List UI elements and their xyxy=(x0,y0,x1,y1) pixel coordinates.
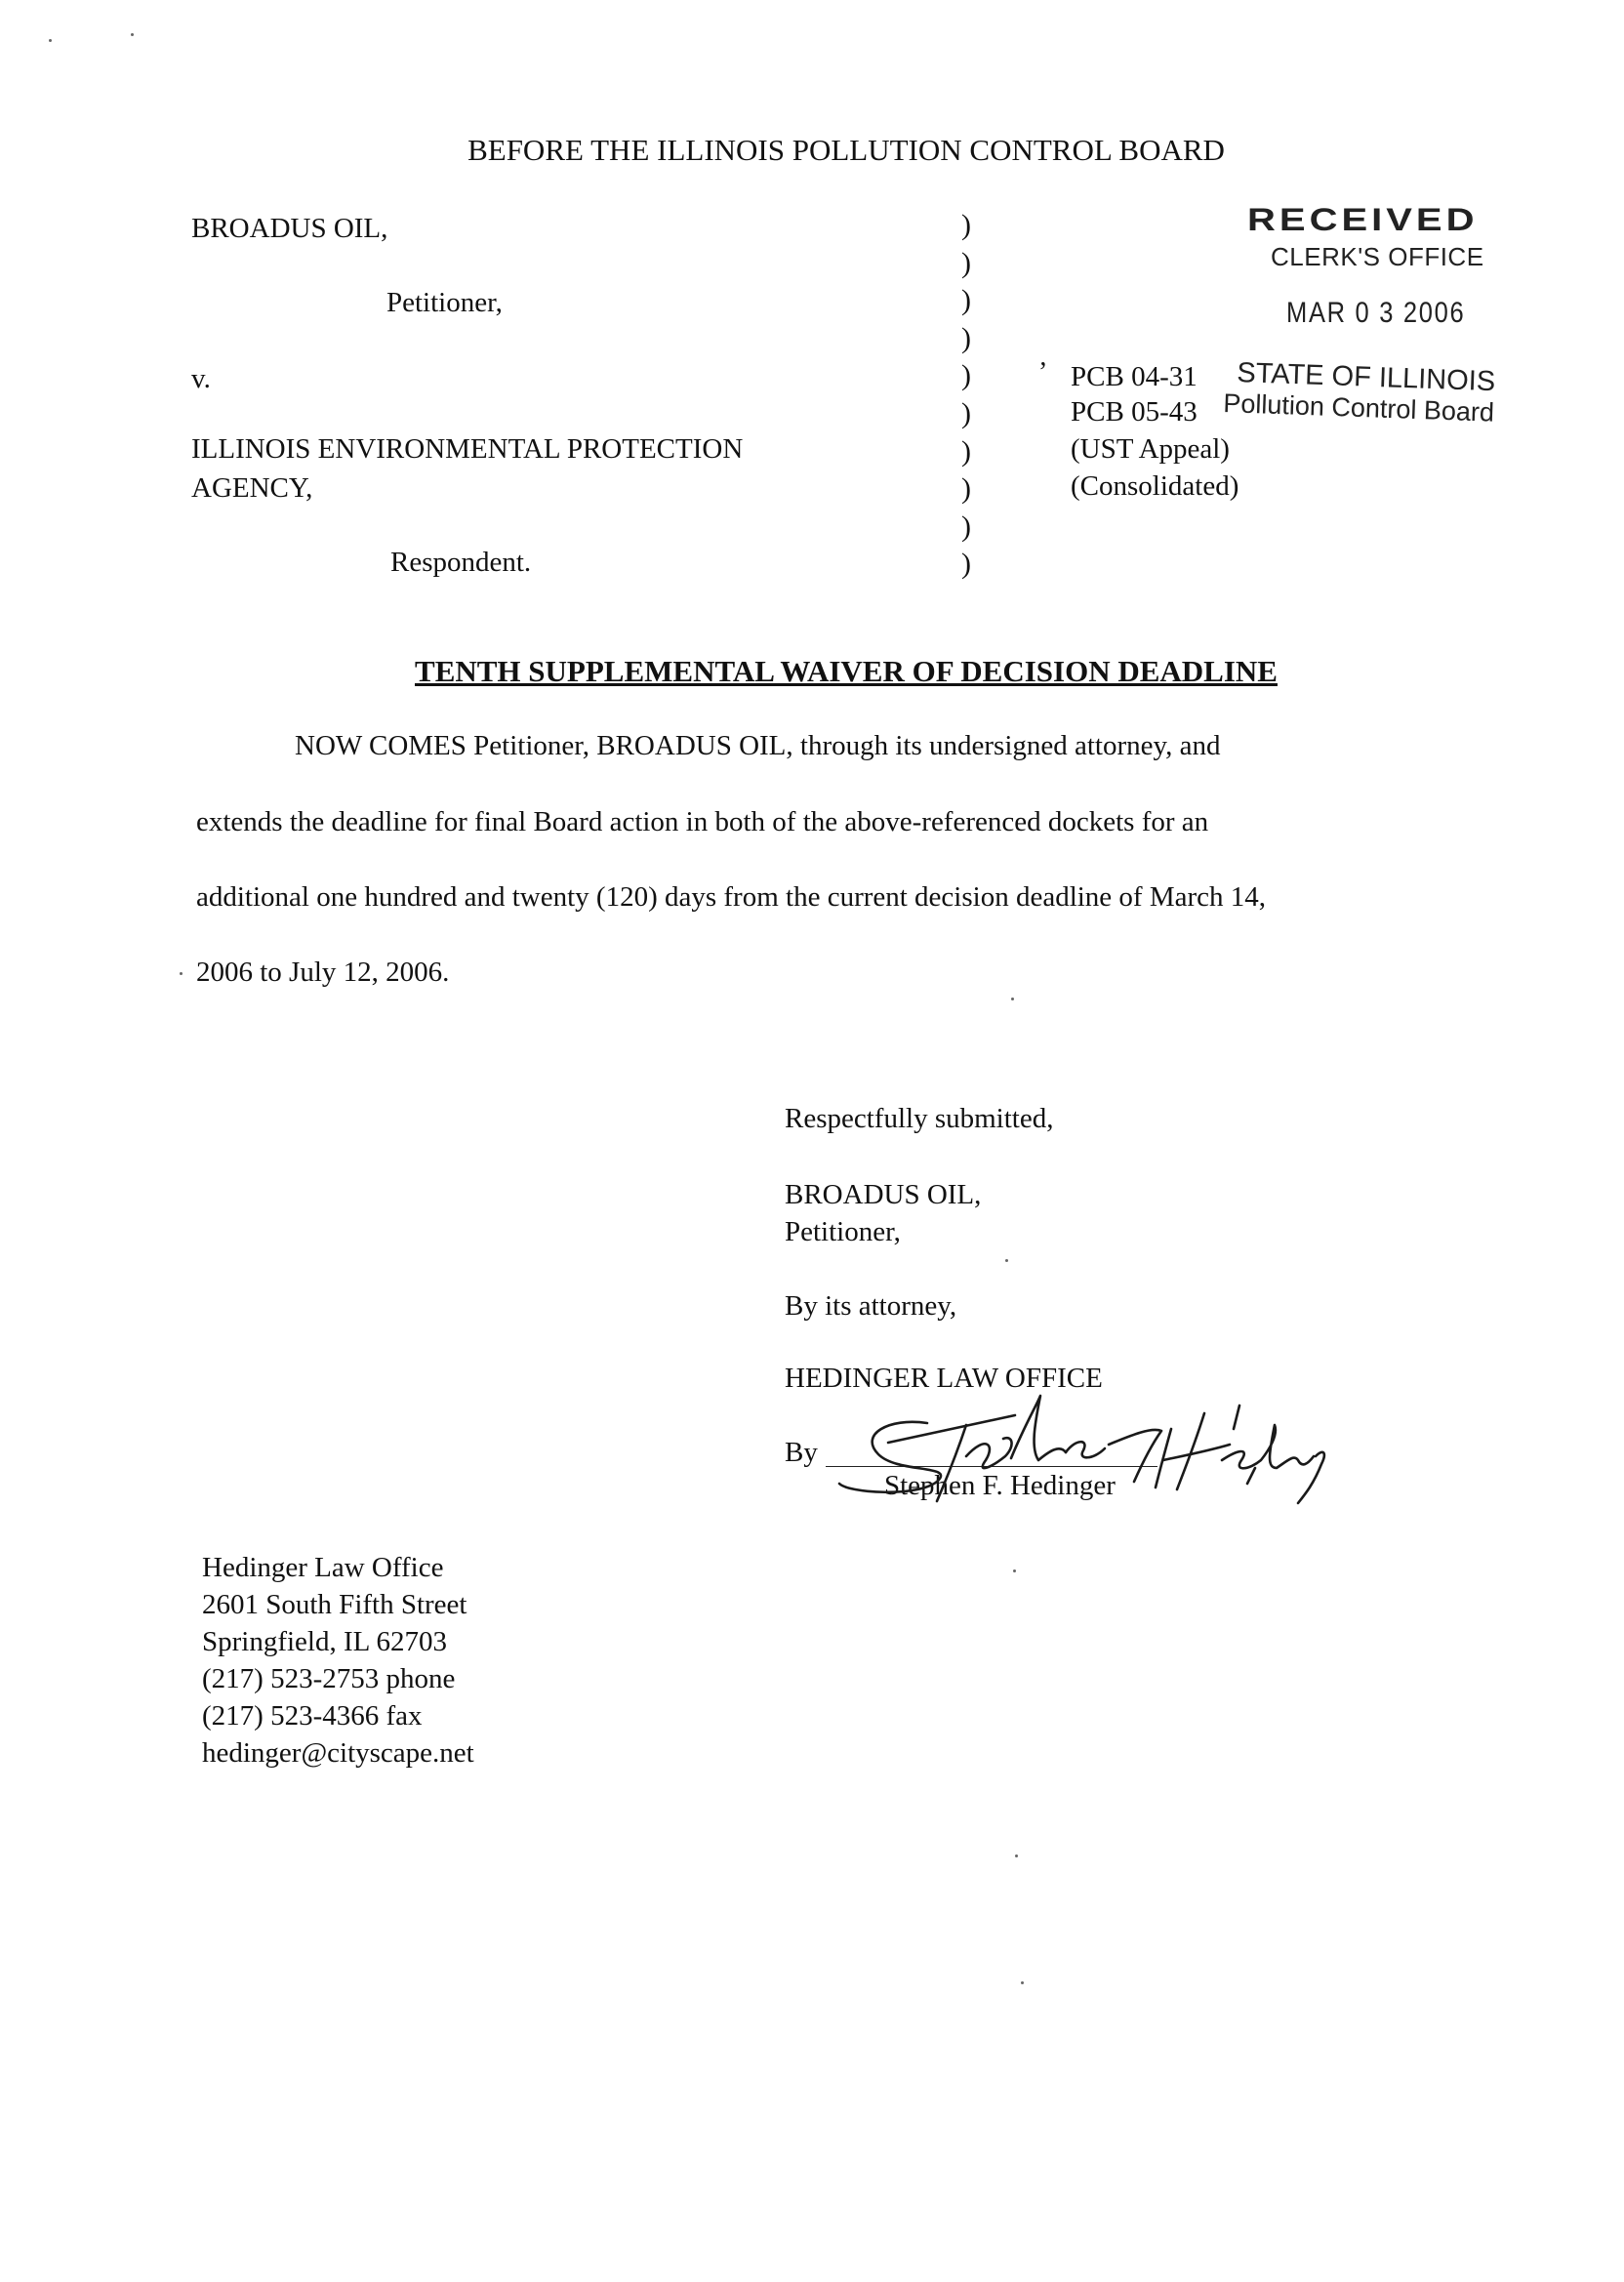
law-firm-name: HEDINGER LAW OFFICE xyxy=(785,1363,1103,1394)
petitioner-name: BROADUS OIL, xyxy=(191,213,388,244)
scan-speck xyxy=(49,39,52,42)
petitioner-role: Petitioner, xyxy=(386,287,503,318)
caption-parentheses xyxy=(961,207,971,584)
paren: ) xyxy=(961,434,971,468)
court-heading: BEFORE THE ILLINOIS POLLUTION CONTROL BOARD xyxy=(467,133,1225,167)
scan-speck xyxy=(131,33,134,36)
stamp-clerks-office: CLERK'S OFFICE xyxy=(1271,242,1484,271)
docket-tick: ’ xyxy=(1038,357,1048,387)
paren: ) xyxy=(961,284,971,317)
paren: ) xyxy=(961,509,971,543)
closing-text: Respectfully submitted, xyxy=(785,1103,1054,1134)
body-line: extends the deadline for final Board action in both of the above-referenced dockets for an xyxy=(196,806,1209,837)
docket-type: (UST Appeal) xyxy=(1071,433,1230,465)
scan-speck xyxy=(1011,998,1014,1000)
scan-speck xyxy=(1015,1854,1018,1857)
address-firm: Hedinger Law Office xyxy=(202,1552,444,1583)
address-email: hedinger@cityscape.net xyxy=(202,1737,474,1769)
by-label: By xyxy=(785,1437,818,1468)
paren: ) xyxy=(961,321,971,354)
stamp-date: MAR 0 3 2006 xyxy=(1286,297,1466,329)
stamp-state: STATE OF ILLINOIS xyxy=(1236,357,1496,398)
address-fax: (217) 523-4366 fax xyxy=(202,1700,423,1732)
respondent-name-line1: ILLINOIS ENVIRONMENTAL PROTECTION xyxy=(191,433,744,465)
docket-status: (Consolidated) xyxy=(1071,470,1239,502)
paren: ) xyxy=(961,472,971,506)
scan-speck xyxy=(180,972,183,975)
signer-name: Stephen F. Hedinger xyxy=(884,1470,1116,1501)
address-phone: (217) 523-2753 phone xyxy=(202,1663,456,1694)
scan-speck xyxy=(1005,1259,1008,1262)
respondent-role: Respondent. xyxy=(390,547,532,578)
versus-label: v. xyxy=(191,363,211,394)
scan-speck xyxy=(1013,1569,1016,1572)
stamp-received: RECEIVED xyxy=(1247,203,1479,238)
paren: ) xyxy=(961,548,971,581)
respondent-name-line2: AGENCY, xyxy=(191,472,313,504)
paren: ) xyxy=(961,246,971,279)
scan-speck xyxy=(1021,1981,1024,1984)
docket-case-1: PCB 04-31 xyxy=(1071,361,1198,392)
stamp-board: Pollution Control Board xyxy=(1222,388,1495,428)
handwritten-signature xyxy=(820,1366,1337,1513)
body-line: NOW COMES Petitioner, BROADUS OIL, through its undersigned attorney, and xyxy=(295,730,1221,761)
paren: ) xyxy=(961,209,971,241)
address-street: 2601 South Fifth Street xyxy=(202,1589,467,1620)
body-line: additional one hundred and twenty (120) days from the current decision deadline of March 14, xyxy=(196,881,1267,913)
signature-party: BROADUS OIL, xyxy=(785,1179,982,1210)
signature-party-role: Petitioner, xyxy=(785,1216,901,1247)
address-city: Springfield, IL 62703 xyxy=(202,1626,448,1657)
paren: ) xyxy=(961,359,971,392)
paren: ) xyxy=(961,396,971,429)
docket-case-2: PCB 05-43 xyxy=(1071,396,1198,428)
document-title: TENTH SUPPLEMENTAL WAIVER OF DECISION DEADLINE xyxy=(415,654,1278,688)
by-attorney-text: By its attorney, xyxy=(785,1290,957,1322)
body-line: 2006 to July 12, 2006. xyxy=(196,957,450,988)
